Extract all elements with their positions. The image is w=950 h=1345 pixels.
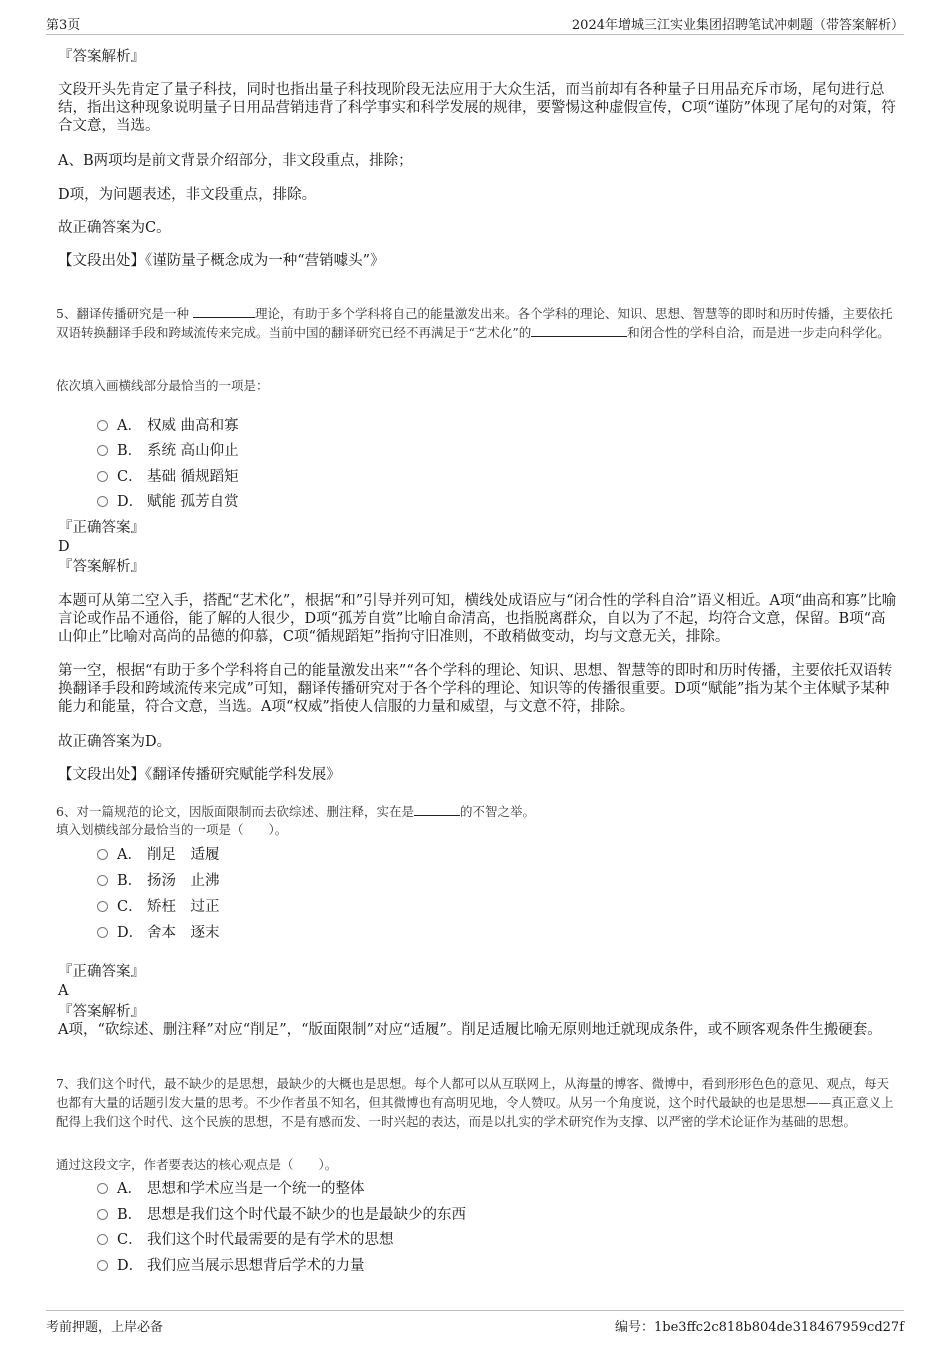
q5-blank-1	[193, 305, 255, 318]
radio-icon[interactable]	[97, 445, 108, 456]
radio-icon[interactable]	[97, 1183, 108, 1194]
q5-answer-label: 『正确答案』	[58, 520, 145, 536]
radio-icon[interactable]	[97, 1209, 108, 1220]
q4-analysis-p3: D项，为问题表述，非文段重点，排除。	[58, 187, 317, 203]
q7-option-b[interactable]: B． 思想是我们这个时代最不缺少的也是最缺少的东西	[97, 1203, 466, 1223]
q5-option-b[interactable]: B． 系统 高山仰止	[97, 439, 239, 459]
q6-analysis-p1: A项，“砍综述、删注释”对应“削足”，“版面限制”对应“适履”。削足适履比喻无原则地迁就现成条件，或不顾客观条件生搬硬套。	[58, 1022, 882, 1038]
q7-option-a[interactable]: A． 思想和学术应当是一个统一的整体	[97, 1177, 365, 1197]
q6-option-d[interactable]: D． 舍本 逐末	[97, 921, 220, 941]
q6-prompt: 填入划横线部分最恰当的一项是（ ）。	[56, 822, 288, 837]
q6-answer-label: 『正确答案』	[58, 964, 145, 980]
radio-icon[interactable]	[97, 1260, 108, 1271]
document-title: 2024年增城三江实业集团招聘笔试冲刺题（带答案解析）	[571, 18, 904, 33]
q6-option-a[interactable]: A． 削足 适履	[97, 843, 220, 863]
q6-analysis-label: 『答案解析』	[58, 1004, 145, 1020]
q5-option-c[interactable]: C． 基础 循规蹈矩	[97, 465, 239, 485]
q6-stem: 6、对一篇规范的论文，因版面限制而去砍综述、删注释，实在是 的不智之举。	[56, 804, 535, 819]
q6-answer: A	[58, 983, 69, 999]
q7-option-d[interactable]: D． 我们应当展示思想背后学术的力量	[97, 1254, 365, 1274]
q4-analysis-label: 『答案解析』	[58, 49, 145, 65]
q5-conclusion: 故正确答案为D。	[58, 734, 172, 750]
q5-analysis-label: 『答案解析』	[58, 559, 145, 575]
q4-conclusion: 故正确答案为C。	[58, 220, 171, 236]
q7-stem: 7、我们这个时代，最不缺少的是思想，最缺少的大概也是思想。每个人都可以从互联网上，从海量的博客、微博中，看到形形色色的意见、观点，每天也都有大量的话题引发大量的思考。不少作者虽不知名，但其微博也有高明见地，令人赞叹。从另一个角度说，这个时代最缺的也是思想——真正意义上配得上我们这个时代、这个民族的思想，不是有感而发、一时兴起的表达，而是以扎实的学术研究作为支撑、以严密的学术论证作为基础的思想。	[56, 1076, 894, 1129]
document-id: 编号：1be3ffc2c818b804de318467959cd27f	[615, 1320, 904, 1335]
q6-option-b[interactable]: B． 扬汤 止沸	[97, 869, 220, 889]
q4-analysis-p1: 文段开头先肯定了量子科技，同时也指出量子科技现阶段无法应用于大众生活，而当前却有各种量子日用品充斥市场，尾句进行总结，指出这种现象说明量子日用品营销违背了科学事实和科学发展的规律，要警惕这种虚假宣传，C项“谨防”体现了尾句的对策，符合文意，当选。	[58, 82, 896, 134]
footer-slogan: 考前押题，上岸必备	[46, 1320, 164, 1335]
radio-icon[interactable]	[97, 875, 108, 886]
q7-option-c[interactable]: C． 我们这个时代最需要的是有学术的思想	[97, 1228, 394, 1248]
page-number: 第3页	[46, 18, 81, 33]
q4-analysis-p2: A、B两项均是前文背景介绍部分，非文段重点，排除；	[58, 153, 413, 169]
q5-analysis-p2: 第一空，根据“有助于多个学科将自己的能量激发出来”“各个学科的理论、知识、思想、智慧等的即时和历时传播，主要依托双语转换翻译手段和跨域流传来完成”可知，翻译传播研究对于各个学科的理论、知识等的传播很重要。D项“赋能”指为某个主体赋予某种能力和能量，符合文意，当选。A项“权威”指使人信服的力量和威望，与文意不符，排除。	[58, 663, 893, 715]
radio-icon[interactable]	[97, 849, 108, 860]
q6-option-c[interactable]: C． 矫枉 过正	[97, 895, 220, 915]
q5-prompt: 依次填入画横线部分最恰当的一项是：	[56, 378, 269, 393]
q5-answer: D	[58, 539, 70, 555]
q7-prompt: 通过这段文字，作者要表达的核心观点是（ ）。	[56, 1157, 338, 1172]
radio-icon[interactable]	[97, 927, 108, 938]
q5-stem: 5、翻译传播研究是一种 理论，有助于多个学科将自己的能量激发出来。各个学科的理论、知识、思想、智慧等的即时和历时传播，主要依托双语转换翻译手段和跨域流传来完成。当前中国的翻译研究已经不再满足于“艺术化”的 和闭合性的学科自洽，而是进一步走向科学化。	[56, 306, 893, 340]
radio-icon[interactable]	[97, 1234, 108, 1245]
q5-option-a[interactable]: A． 权威 曲高和寡	[97, 414, 239, 434]
q5-blank-2	[531, 324, 627, 337]
q5-option-d[interactable]: D． 赋能 孤芳自赏	[97, 490, 239, 510]
radio-icon[interactable]	[97, 901, 108, 912]
q6-blank	[414, 803, 460, 816]
q4-source: 【文段出处】《谨防量子概念成为一种“营销噱头”》	[58, 253, 385, 269]
radio-icon[interactable]	[97, 420, 108, 431]
q5-source: 【文段出处】《翻译传播研究赋能学科发展》	[58, 767, 341, 783]
radio-icon[interactable]	[97, 471, 108, 482]
page-header	[46, 12, 904, 35]
radio-icon[interactable]	[97, 496, 108, 507]
q5-analysis-p1: 本题可从第二空入手，搭配“艺术化”，根据“和”引导并列可知，横线处成语应与“闭合性的学科自洽”语义相近。A项“曲高和寡”比喻言论或作品不通俗，能了解的人很少，D项“孤芳自赏”比喻自命清高，也指脱离群众，自以为了不起，均符合文意，保留。B项“高山仰止”比喻对高尚的品德的仰慕，C项“循规蹈矩”指拘守旧准则，不敢稍做变动，均与文意无关，排除。	[58, 593, 897, 645]
page-footer	[46, 1310, 904, 1337]
